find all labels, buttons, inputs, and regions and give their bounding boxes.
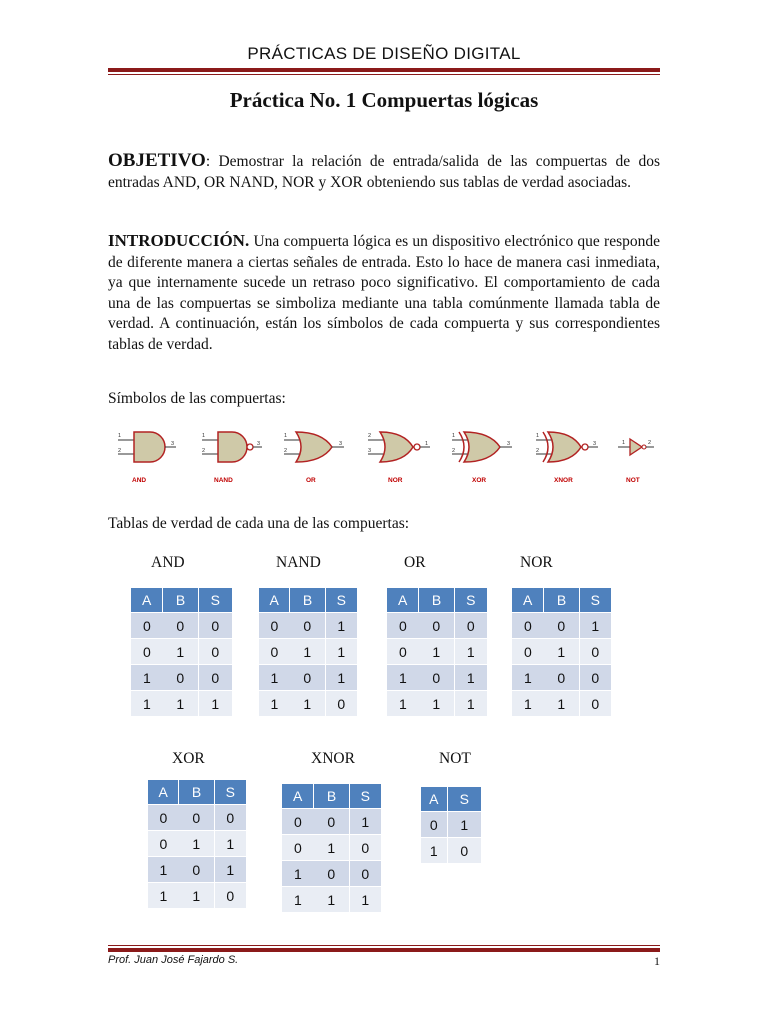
- cell-s: 0: [349, 861, 381, 887]
- not-gate-label: NOT: [626, 477, 640, 484]
- cell-b: 1: [419, 639, 454, 665]
- xor-table-title: XOR: [172, 750, 205, 767]
- cell-b: 1: [544, 639, 579, 665]
- table-row: [131, 639, 232, 665]
- header-a: A: [387, 588, 419, 613]
- table-row: [387, 691, 487, 717]
- footer-rule: [108, 948, 660, 952]
- not-pin-2: 2: [648, 440, 652, 446]
- cell-b: 0: [290, 665, 325, 691]
- cell-b: 0: [163, 613, 198, 639]
- or-table-title: OR: [404, 554, 426, 571]
- nor-table-title: NOR: [520, 554, 553, 571]
- header-s: S: [349, 784, 381, 809]
- cell-s: 1: [454, 639, 487, 665]
- cell-a: 1: [259, 665, 290, 691]
- cell-a: 0: [387, 613, 419, 639]
- cell-s: 1: [454, 665, 487, 691]
- cell-s: 1: [349, 809, 381, 835]
- nand-gate-icon: [202, 432, 262, 484]
- xnor-pin-2: 2: [536, 448, 540, 454]
- table-row: [282, 861, 381, 887]
- table-row: [148, 857, 246, 883]
- table-row: [131, 691, 232, 717]
- cell-a: 0: [259, 639, 290, 665]
- cell-s: 0: [579, 665, 611, 691]
- cell-b: 0: [314, 861, 349, 887]
- footer-author: Prof. Juan José Fajardo S.: [108, 954, 239, 966]
- xor-pin-3: 3: [507, 441, 511, 447]
- xor-pin-2: 2: [452, 448, 456, 454]
- running-header: PRÁCTICAS DE DISEÑO DIGITAL: [247, 44, 521, 63]
- introduction-heading: INTRODUCCIÓN.: [108, 231, 250, 250]
- table-row: [421, 812, 481, 838]
- cell-s: 1: [325, 613, 357, 639]
- table-row: [421, 838, 481, 864]
- cell-s: 0: [325, 691, 357, 717]
- cell-b: 0: [544, 613, 579, 639]
- cell-a: 1: [387, 691, 419, 717]
- cell-a: 1: [421, 838, 447, 864]
- cell-a: 0: [387, 639, 419, 665]
- xnor-gate-label: XNOR: [554, 477, 573, 484]
- cell-s: 1: [325, 665, 357, 691]
- xnor-pin-1: 1: [536, 433, 540, 439]
- cell-a: 1: [259, 691, 290, 717]
- table-header-row: [259, 588, 357, 613]
- table-header-row: [282, 784, 381, 809]
- table-header-row: [421, 787, 481, 812]
- xnor-table-title: XNOR: [311, 750, 355, 767]
- or-pin-3: 3: [339, 441, 343, 447]
- and-pin-2: 2: [118, 448, 122, 454]
- introduction-text: Una compuerta lógica es un dispositivo electrónico que responde de diferente manera a ciertas señales de entrada. Esto lo hace de manera casi inmediata, ya que internamente sucede un retraso poco significativo. El comportamiento de cada una de las compuertas se simboliza mediante una tabla comúnmente llamada tabla de verdad. A continuación, están los símbolos de cada compuerta y sus correspondientes tablas de verdad.: [108, 233, 660, 353]
- cell-a: 0: [131, 639, 163, 665]
- cell-a: 0: [282, 809, 314, 835]
- introduction-paragraph: [108, 231, 660, 355]
- cell-b: 1: [419, 691, 454, 717]
- cell-a: 0: [148, 805, 179, 831]
- cell-a: 1: [131, 665, 163, 691]
- cell-b: 0: [179, 857, 214, 883]
- nor-pin-output: 1: [425, 441, 429, 447]
- nand-pin-2: 2: [202, 448, 206, 454]
- header-a: A: [421, 787, 447, 812]
- cell-a: 0: [512, 639, 544, 665]
- cell-a: 0: [512, 613, 544, 639]
- table-row: [387, 639, 487, 665]
- table-row: [259, 691, 357, 717]
- header-b: B: [314, 784, 349, 809]
- cell-a: 1: [387, 665, 419, 691]
- or-pin-1: 1: [284, 433, 288, 439]
- cell-b: 0: [163, 665, 198, 691]
- cell-a: 0: [131, 613, 163, 639]
- and-gate-label: AND: [132, 477, 147, 484]
- cell-b: 0: [419, 665, 454, 691]
- nand-gate-label: NAND: [214, 477, 233, 484]
- cell-b: 0: [290, 613, 325, 639]
- cell-b: 1: [290, 639, 325, 665]
- cell-a: 1: [131, 691, 163, 717]
- and-truth-table: [131, 588, 232, 716]
- cell-s: 0: [198, 639, 232, 665]
- header-a: A: [148, 780, 179, 805]
- nand-truth-table: [259, 588, 357, 716]
- cell-a: 1: [282, 887, 314, 913]
- header-rule: [108, 68, 660, 72]
- page-title: Práctica No. 1 Compuertas lógicas: [229, 88, 539, 112]
- table-row: [259, 639, 357, 665]
- table-row: [512, 639, 611, 665]
- cell-b: 1: [163, 639, 198, 665]
- table-row: [259, 613, 357, 639]
- cell-b: 1: [179, 883, 214, 909]
- nand-pin-3: 3: [257, 441, 261, 447]
- cell-s: 0: [214, 805, 246, 831]
- cell-s: 0: [349, 835, 381, 861]
- header-s: S: [454, 588, 487, 613]
- cell-a: 0: [282, 835, 314, 861]
- and-pin-1: 1: [118, 433, 122, 439]
- symbols-caption: Símbolos de las compuertas:: [108, 390, 286, 407]
- nor-pin-bottom: 3: [368, 448, 372, 454]
- xnor-gate-icon: [536, 432, 598, 484]
- cell-a: 1: [512, 691, 544, 717]
- cell-s: 1: [579, 613, 611, 639]
- cell-s: 0: [454, 613, 487, 639]
- table-header-row: [148, 780, 246, 805]
- nor-gate-label: NOR: [388, 477, 403, 484]
- header-s: S: [325, 588, 357, 613]
- not-pin-1: 1: [622, 440, 626, 446]
- header-s: S: [198, 588, 232, 613]
- header-a: A: [131, 588, 163, 613]
- table-header-row: [387, 588, 487, 613]
- page-number: 1: [654, 954, 660, 968]
- table-row: [387, 665, 487, 691]
- cell-s: 1: [325, 639, 357, 665]
- nand-pin-1: 1: [202, 433, 206, 439]
- cell-b: 0: [544, 665, 579, 691]
- cell-s: 1: [454, 691, 487, 717]
- cell-s: 1: [214, 857, 246, 883]
- cell-a: 1: [148, 883, 179, 909]
- header-a: A: [512, 588, 544, 613]
- not-truth-table: [421, 787, 481, 863]
- table-row: [131, 613, 232, 639]
- table-row: [259, 665, 357, 691]
- header-s: S: [579, 588, 611, 613]
- xnor-pin-3: 3: [593, 441, 597, 447]
- cell-s: 1: [214, 831, 246, 857]
- cell-s: 1: [349, 887, 381, 913]
- cell-s: 0: [198, 665, 232, 691]
- table-row: [387, 613, 487, 639]
- table-row: [148, 831, 246, 857]
- or-gate-label: OR: [306, 477, 316, 484]
- nand-table-title: NAND: [276, 554, 321, 571]
- tables-caption: Tablas de verdad de cada una de las compuertas:: [108, 515, 410, 532]
- objective-heading: OBJETIVO: [108, 150, 206, 171]
- nor-gate-icon: [368, 432, 430, 484]
- cell-a: 1: [282, 861, 314, 887]
- table-header-row: [512, 588, 611, 613]
- and-table-title: AND: [151, 554, 185, 571]
- header-s: S: [447, 787, 481, 812]
- table-row: [131, 665, 232, 691]
- table-header-row: [131, 588, 232, 613]
- or-truth-table: [387, 588, 487, 716]
- cell-b: 1: [179, 831, 214, 857]
- xor-truth-table: [148, 780, 246, 908]
- header-b: B: [419, 588, 454, 613]
- or-gate-icon: [284, 432, 344, 484]
- cell-s: 0: [198, 613, 232, 639]
- xnor-truth-table: [282, 784, 381, 912]
- gate-symbols-strip: [108, 426, 660, 490]
- xor-gate-label: XOR: [472, 477, 487, 484]
- not-gate-icon: [618, 439, 654, 484]
- table-row: [148, 805, 246, 831]
- cell-a: 1: [148, 857, 179, 883]
- cell-b: 0: [179, 805, 214, 831]
- cell-a: 0: [421, 812, 447, 838]
- and-pin-3: 3: [171, 441, 175, 447]
- header-b: B: [179, 780, 214, 805]
- table-row: [282, 809, 381, 835]
- table-row: [512, 691, 611, 717]
- xor-pin-1: 1: [452, 433, 456, 439]
- cell-b: 1: [163, 691, 198, 717]
- header-a: A: [259, 588, 290, 613]
- table-row: [512, 613, 611, 639]
- cell-a: 0: [148, 831, 179, 857]
- table-row: [512, 665, 611, 691]
- cell-a: 0: [259, 613, 290, 639]
- table-row: [282, 887, 381, 913]
- objective-paragraph: [108, 151, 660, 193]
- cell-s: 0: [214, 883, 246, 909]
- header-s: S: [214, 780, 246, 805]
- header-b: B: [544, 588, 579, 613]
- nor-truth-table: [512, 588, 611, 716]
- header-b: B: [290, 588, 325, 613]
- cell-b: 1: [544, 691, 579, 717]
- table-row: [148, 883, 246, 909]
- objective-text: : Demostrar la relación de entrada/salida de las compuertas de dos entradas AND, OR NAND, NOR y XOR obteniendo sus tablas de verdad asociadas.: [108, 153, 660, 191]
- or-pin-2: 2: [284, 448, 288, 454]
- not-table-title: NOT: [439, 750, 471, 767]
- cell-b: 0: [314, 809, 349, 835]
- header-rule-thin: [108, 74, 660, 75]
- nor-pin-top: 2: [368, 433, 372, 439]
- footer-rule-thin: [108, 945, 660, 946]
- cell-s: 1: [447, 812, 481, 838]
- cell-b: 1: [314, 887, 349, 913]
- cell-b: 0: [419, 613, 454, 639]
- and-gate-icon: [118, 432, 176, 484]
- cell-s: 1: [198, 691, 232, 717]
- table-row: [282, 835, 381, 861]
- header-a: A: [282, 784, 314, 809]
- cell-b: 1: [290, 691, 325, 717]
- xor-gate-icon: [452, 432, 512, 484]
- cell-s: 0: [447, 838, 481, 864]
- cell-s: 0: [579, 691, 611, 717]
- cell-b: 1: [314, 835, 349, 861]
- cell-a: 1: [512, 665, 544, 691]
- cell-s: 0: [579, 639, 611, 665]
- header-b: B: [163, 588, 198, 613]
